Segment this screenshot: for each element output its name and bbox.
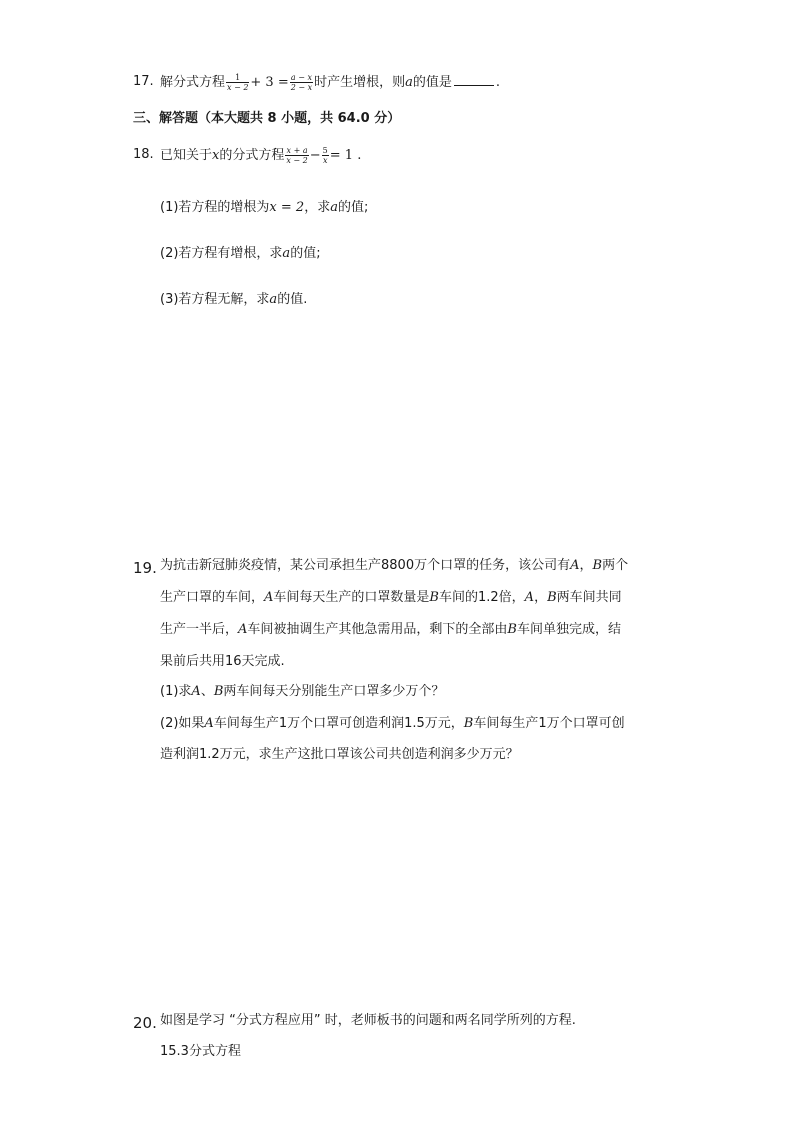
q17-text: 解分式方程 $\frac{1}{x - 2}$ + 3 = $\frac{a - x}{2 - x}$ 时产生增根，则a的值是 . <box>160 73 501 92</box>
q19-line-2: 生产口罩的车间，A车间每天生产的口罩数量是B车间的1.2倍，A，B两车间共同 <box>160 590 622 605</box>
q18-fraction-2: $\frac{5}{x}$ <box>322 146 328 165</box>
q19-number: 19. <box>133 559 157 577</box>
q18-part-2: (2)若方程有增根，求a的值; <box>160 246 321 261</box>
q17-suffix-b: 的值是 <box>412 75 452 90</box>
q18-part-3: (3)若方程无解，求a的值. <box>160 292 308 307</box>
q17-prefix: 解分式方程 <box>160 75 226 90</box>
q19-line-3: 生产一半后，A车间被抽调生产其他急需用品，剩下的全部由B车间单独完成，结 <box>160 622 621 637</box>
section-title: 三、解答题（本大题共 8 小题，共 64.0 分） <box>133 111 401 126</box>
q18-text: 已知关于x的分式方程 $\frac{x + a}{x - 2}$ − $\frac{5}{x}$ = 1 . <box>160 146 362 165</box>
q20-number: 20. <box>133 1014 157 1032</box>
q17-plus: + 3 = <box>250 75 289 90</box>
q17-fraction-2: $\frac{a - x}{2 - x}$ <box>290 73 313 92</box>
q19-part-1: (1)求A、B两车间每天分别能生产口罩多少万个？ <box>160 684 445 699</box>
q20-text: 如图是学习 “分式方程应用” 时，老师板书的问题和两名同学所列的方程. <box>160 1013 576 1028</box>
q19-line-1: 为抗击新冠肺炎疫情，某公司承担生产8800万个口罩的任务，该公司有A，B两个 <box>160 558 629 573</box>
q17-fraction-1: $\frac{1}{x - 2}$ <box>227 73 249 92</box>
q17-answer-blank <box>454 73 494 86</box>
q19-part-2: (2)如果A车间每生产1万个口罩可创造利润1.5万元，B车间每生产1万个口罩可创 <box>160 716 625 731</box>
q17-suffix-a: 时产生增根，则 <box>314 75 406 90</box>
q17-var-a: a <box>405 75 413 90</box>
q18-number: 18. <box>133 147 154 162</box>
q17-number: 17. <box>133 74 154 89</box>
q18-part-1: (1)若方程的增根为x = 2，求a的值; <box>160 200 369 215</box>
q19-line-4: 果前后共用16天完成. <box>160 654 285 669</box>
q19-part-2-cont: 造利润1.2万元，求生产这批口罩该公司共创造利润多少万元？ <box>160 747 519 762</box>
q20-subtitle: 15.3分式方程 <box>160 1044 241 1059</box>
q18-fraction-1: $\frac{x + a}{x - 2}$ <box>286 146 308 165</box>
